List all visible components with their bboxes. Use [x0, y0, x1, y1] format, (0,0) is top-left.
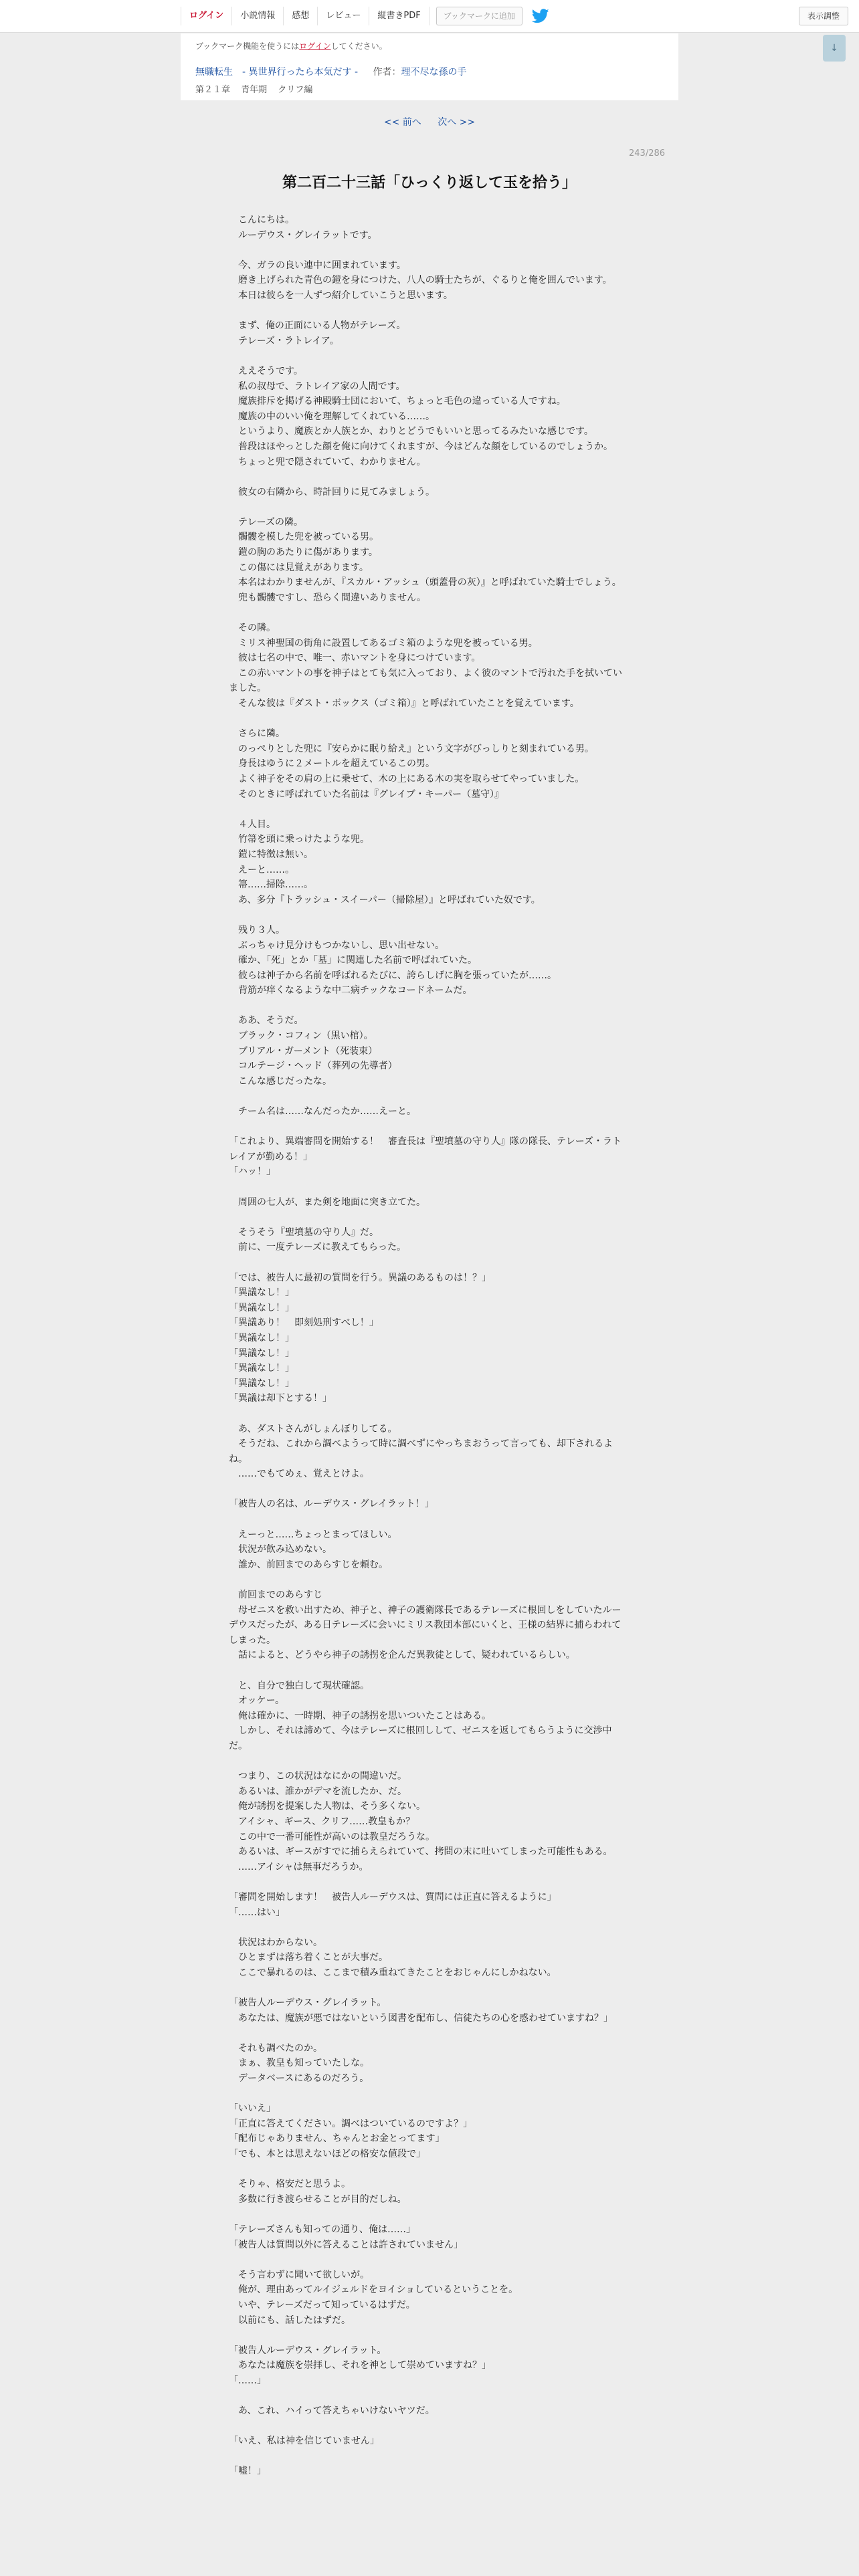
body-paragraph: 磨き上げられた青色の鎧を身につけた、八人の騎士たちが、ぐるりと俺を囲んでいます。 [229, 275, 612, 286]
body-paragraph: 「被告人ルーデウス・グレイラット。 [229, 2345, 387, 2356]
body-paragraph [229, 1663, 630, 1679]
body-paragraph: 「異議は却下とする！」 [229, 1393, 332, 1404]
body-paragraph [229, 1980, 630, 1996]
body-paragraph: 多数に行き渡らせることが目的だしね。 [229, 2193, 407, 2205]
body-paragraph [229, 907, 630, 923]
body-paragraph: 「正直に答えてください。調べはついているのですよ？」 [229, 2118, 472, 2129]
body-paragraph: 周囲の七人が、また剣を地面に突き立てた。 [229, 1196, 425, 1208]
body-paragraph: 背筋が痒くなるような中二病チックなコードネームだ。 [229, 985, 472, 996]
body-paragraph: 「ハッ！」 [229, 1166, 276, 1178]
body-paragraph: よく神子をその肩の上に乗せて、木の上にある木の実を取らせてやっていました。 [229, 773, 585, 784]
body-paragraph: アイシャ、ギース、クリフ……教皇もか？ [229, 1816, 415, 1827]
body-paragraph: 「被告人の名は、ルーデウス・グレイラット！」 [229, 1499, 434, 1510]
review-link[interactable]: レビュー [317, 7, 369, 25]
body-paragraph [229, 998, 630, 1014]
body-paragraph: この中で一番可能性が高いのは教皇だろうな。 [229, 1831, 435, 1842]
body-paragraph: 「これより、異端審問を開始する！ 審査長は『聖墳墓の守り人』隊の隊長、テレーズ・ラトレイアが勤める！」 [229, 1136, 622, 1162]
body-paragraph: 状況はわからない。 [229, 1937, 322, 1948]
body-paragraph: 「いいえ」 [229, 2103, 276, 2115]
body-paragraph [229, 2419, 630, 2434]
body-paragraph: さらに隣。 [229, 728, 285, 740]
body-paragraph: 私の叔母で、ラトレイア家の人間です。 [229, 381, 405, 392]
episode-title: 第二百二十三話「ひっくり返して玉を拾う」 [282, 175, 577, 191]
body-paragraph: 「異議なし！」 [229, 1363, 294, 1374]
body-paragraph: 普段はほやっとした顔を俺に向けてくれますが、今はどんな顔をしているのでしょうか。 [229, 441, 613, 452]
body-paragraph: えーっと……ちょっとまってほしい。 [229, 1529, 397, 1540]
body-paragraph [229, 500, 630, 515]
body-paragraph [229, 2207, 630, 2222]
body-paragraph: 身長はゆうに２メートルを超えているこの男。 [229, 758, 435, 770]
novel-header [181, 33, 678, 100]
body-paragraph: 「いえ、私は神を信じていません」 [229, 2436, 379, 2447]
body-paragraph: ……アイシャは無事だろうか。 [229, 1861, 369, 1872]
body-paragraph: 髑髏を模した兜を被っている男。 [229, 532, 379, 543]
body-paragraph [229, 2449, 630, 2464]
body-paragraph: 「テレーズさんも知っての通り、俺は……」 [229, 2224, 416, 2235]
author-link[interactable]: 理不尽な孫の手 [401, 67, 467, 78]
body-paragraph: 本名はわかりませんが、『スカル・アッシュ（頭蓋骨の灰）』と呼ばれていた騎士でしょう。 [229, 577, 622, 588]
chapter-breadcrumb [195, 82, 664, 95]
body-paragraph [229, 1874, 630, 1890]
body-paragraph: 話によると、どうやら神子の誘拐を企んだ異教徒として、疑われているらしい。 [229, 1650, 575, 1661]
body-paragraph: いや、テレーズだって知っているはずだ。 [229, 2299, 415, 2311]
body-paragraph: 「でも、本とは思えないほどの格安な値段で」 [229, 2149, 425, 2159]
prev-episode-link[interactable]: << 前へ [383, 117, 421, 128]
body-paragraph [229, 1406, 630, 1422]
login-link[interactable]: ログイン [181, 7, 231, 25]
body-paragraph: ちょっと兜で隠されていて、わかりません。 [229, 456, 426, 467]
body-paragraph: そりゃ、格安だと思うよ。 [229, 2179, 351, 2190]
body-paragraph [229, 1572, 630, 1588]
body-paragraph: まぁ、教皇も知っていたしな。 [229, 2058, 369, 2069]
body-paragraph [229, 712, 630, 727]
bookmark-notice [195, 40, 664, 51]
body-paragraph: 「審問を開始します！ 被告人ルーデウスは、質問には正直に答えるように」 [229, 1891, 557, 1903]
body-paragraph: 魔族排斥を掲げる神殿騎士団において、ちょっと毛色の違っている人ですね。 [229, 396, 566, 407]
body-paragraph: 魔族の中のいい俺を理解してくれている……。 [229, 411, 435, 422]
body-paragraph: それも調べたのか。 [229, 2042, 322, 2054]
body-paragraph: 状況が飲み込めない。 [229, 1544, 332, 1555]
body-paragraph: ああ、そうだ。 [229, 1015, 304, 1027]
body-paragraph: 「被告人は質問以外に答えることは許されていません」 [229, 2239, 463, 2250]
body-paragraph: あ、多分『トラッシュ・スイーパー（掃除屋）』と呼ばれていた奴です。 [229, 894, 541, 905]
body-paragraph [229, 802, 630, 817]
body-paragraph: ここで暴れるのは、ここまで積み重ねてきたことをおじゃんにしかねない。 [229, 1967, 557, 1978]
body-paragraph: 今、ガラの良い連中に囲まれています。 [229, 259, 406, 271]
body-paragraph: テレーズ・ラトレイア。 [229, 335, 339, 346]
body-paragraph: 本日は彼らを一人ずつ紹介していこうと思います。 [229, 290, 453, 301]
body-paragraph: のっぺりとした兜に『安らかに眠り給え』という文字がびっしりと刻まれている男。 [229, 743, 594, 754]
body-paragraph: あなたは、魔族が悪ではないという図書を配布し、信徒たちの心を惑わせていますね？」 [229, 2012, 613, 2024]
body-paragraph: ぶっちゃけ見分けもつかないし、思い出せない。 [229, 940, 444, 951]
body-paragraph: そのときに呼ばれていた名前は『グレイブ・キーパー（墓守）』 [229, 788, 504, 800]
body-paragraph: 俺は確かに、一時期、神子の誘拐を思いついたことはある。 [229, 1710, 491, 1721]
body-paragraph: 残り３人。 [229, 924, 285, 936]
scroll-top-icon[interactable]: ↓ [823, 35, 846, 62]
body-paragraph: その隣。 [229, 623, 276, 634]
body-paragraph: しかし、それは諦めて、今はテレーズに根回しして、ゼニスを返してもらうように交渉中だ。 [229, 1725, 612, 1751]
top-navigation-bar [0, 0, 859, 33]
notice-login-link[interactable]: ログイン [299, 41, 331, 51]
body-paragraph: 竹箒を頭に乗っけたような兜。 [229, 834, 369, 845]
body-paragraph: 「被告人ルーデウス・グレイラット。 [229, 1998, 387, 2009]
display-settings-button[interactable]: 表示調整 [799, 7, 848, 25]
body-paragraph: こんにちは。 [229, 215, 294, 225]
body-paragraph [229, 2389, 630, 2404]
body-paragraph: 「嘘！」 [229, 2466, 266, 2477]
body-paragraph: 箒……掃除……。 [229, 879, 313, 891]
body-paragraph [229, 243, 630, 258]
nav-links [181, 7, 549, 25]
body-paragraph: 「では、被告人に最初の質問を行う。異議のあるものは！？」 [229, 1272, 491, 1283]
arc-label: クリフ編 [278, 85, 313, 95]
body-paragraph [229, 348, 630, 364]
body-paragraph: 誰か、前回までのあらすじを頼む。 [229, 1559, 388, 1570]
body-paragraph: あ、ダストさんがしょんぼりしてる。 [229, 1423, 397, 1434]
body-paragraph: ブリアル・ガーメント（死装束） [229, 1045, 378, 1057]
body-paragraph: そう言わずに聞いて欲しいが。 [229, 2269, 369, 2280]
body-paragraph: チーム名は……なんだったか……えーと。 [229, 1106, 416, 1117]
body-paragraph: 彼らは神子から名前を呼ばれるたびに、誇らしげに胸を張っていたが……。 [229, 970, 557, 981]
body-paragraph: 「異議なし！」 [229, 1332, 294, 1344]
body-paragraph: ブラック・コフィン（黒い棺）。 [229, 1031, 373, 1042]
body-paragraph: ええそうです。 [229, 365, 303, 377]
vertical-pdf-link[interactable]: 縦書きPDF [369, 7, 429, 25]
body-paragraph [229, 2026, 630, 2041]
body-paragraph: 「異議なし！」 [229, 1302, 294, 1313]
author-label: 作者： [373, 67, 401, 78]
body-paragraph [229, 1089, 630, 1104]
body-paragraph: 「……はい」 [229, 1907, 285, 1918]
body-paragraph: 母ゼニスを救い出すため、神子と、神子の護衛隊長であるテレーズに根回しをしていたルーデウスだったが、ある日テレーズに会いにミリス教団本部にいくと、王様の結界に捕らわれてしまった。 [229, 1604, 622, 1646]
body-paragraph: ４人目。 [229, 819, 276, 830]
section-label: 青年期 [241, 85, 268, 95]
body-paragraph: と、自分で独白して現状確認。 [229, 1680, 369, 1691]
body-paragraph: 「異議なし！」 [229, 1287, 294, 1299]
notice-suffix: してください。 [330, 41, 387, 51]
body-paragraph: あるいは、ギースがすでに捕らえられていて、拷問の末に吐いてしまった可能性もある。 [229, 1846, 613, 1858]
body-paragraph: オッケー。 [229, 1695, 285, 1707]
body-paragraph: 「異議なし！」 [229, 1348, 294, 1359]
body-paragraph [229, 1180, 630, 1195]
body-paragraph: ひとまずは落ち着くことが大事だ。 [229, 1952, 388, 1963]
body-paragraph: つまり、この状況はなにかの間違いだ。 [229, 1771, 407, 1782]
chapter-label: 第２１章 [195, 85, 231, 95]
body-paragraph [229, 1255, 630, 1271]
body-paragraph [229, 1119, 630, 1135]
body-paragraph [229, 1482, 630, 1497]
body-paragraph: あなたは魔族を崇拝し、それを神として崇めていますね？」 [229, 2360, 491, 2371]
body-paragraph: 鎧の胸のあたりに傷があります。 [229, 547, 378, 558]
body-paragraph: 前回までのあらすじ [229, 1590, 322, 1601]
body-paragraph [229, 2252, 630, 2268]
body-paragraph: あるいは、誰かがデマを流したか、だ。 [229, 1786, 407, 1797]
body-paragraph: 彼女の右隣から、時計回りに見てみましょう。 [229, 486, 435, 498]
body-paragraph: この傷には見覚えがあります。 [229, 562, 369, 573]
next-episode-link[interactable]: 次へ >> [438, 117, 476, 128]
body-paragraph: この赤いマントの事を神子はとても気に入っており、よく彼のマントで汚れた手を拭いていました。 [229, 667, 622, 694]
body-paragraph: 俺が、理由あってルイジェルドをヨイショしているということを。 [229, 2284, 518, 2296]
body-paragraph: ……でもてめぇ、覚えとけよ。 [229, 1469, 369, 1480]
body-paragraph: そうだね、これから調べようって時に調べずにやっちまおうって言っても、却下されるよね。 [229, 1438, 613, 1465]
pager [0, 115, 859, 128]
body-paragraph: あ、これ、ハイって答えちゃいけないヤツだ。 [229, 2405, 435, 2417]
body-paragraph [229, 1754, 630, 1769]
body-paragraph: そうそう『聖墳墓の守り人』だ。 [229, 1226, 379, 1238]
body-paragraph: 彼は七名の中で、唯一、赤いマントを身につけています。 [229, 653, 481, 664]
novel-info-line [195, 65, 664, 78]
body-paragraph: こんな感じだったな。 [229, 1075, 332, 1087]
body-paragraph: 兜も髑髏ですし、恐らく間違いありません。 [229, 592, 426, 603]
body-paragraph: 確か、「死」とか「墓」に関連した名前で呼ばれていた。 [229, 955, 477, 966]
page-number: 243/286 [629, 148, 666, 158]
body-paragraph: まず、俺の正面にいる人物がテレーズ。 [229, 320, 406, 332]
body-paragraph: 前に、一度テレーズに教えてもらった。 [229, 1242, 407, 1253]
body-paragraph: テレーズの隣。 [229, 516, 304, 528]
body-paragraph [229, 1512, 630, 1527]
body-paragraph: ミリス神聖国の街角に設置してあるゴミ箱のような兜を被っている男。 [229, 637, 538, 649]
body-paragraph [229, 2328, 630, 2343]
body-paragraph [229, 605, 630, 621]
twitter-bird-icon[interactable] [532, 9, 549, 23]
notice-prefix: ブックマーク機能を使うには [195, 41, 300, 51]
body-paragraph: 俺が誘拐を提案した人物は、そう多くない。 [229, 1801, 425, 1812]
add-bookmark-button[interactable]: ブックマークに追加 [436, 7, 522, 25]
body-paragraph: ルーデウス・グレイラットです。 [229, 229, 377, 241]
body-paragraph: 「異議なし！」 [229, 1378, 294, 1389]
body-paragraph [229, 2086, 630, 2102]
episode-body [229, 213, 630, 2479]
body-paragraph: 以前にも、話したはずだ。 [229, 2315, 351, 2326]
novel-info-link[interactable]: 小説情報 [231, 7, 283, 25]
impressions-link[interactable]: 感想 [283, 7, 317, 25]
body-paragraph [229, 469, 630, 485]
body-paragraph: 「配布じゃありません、ちゃんとお金とってます」 [229, 2133, 445, 2145]
body-paragraph [229, 1920, 630, 1935]
body-paragraph: 鎧に特徴は無い。 [229, 849, 313, 860]
novel-title-link[interactable]: 無職転生 - 異世界行ったら本気だす - [195, 67, 359, 78]
body-paragraph [229, 304, 630, 319]
body-paragraph: 「異議あり！ 即刻処刑すべし！」 [229, 1317, 379, 1329]
body-paragraph: そんな彼は『ダスト・ボックス（ゴミ箱）』と呼ばれていたことを覚えています。 [229, 698, 579, 709]
body-paragraph: データベースにあるのだろう。 [229, 2073, 369, 2084]
body-paragraph: というより、魔族とか人族とか、わりとどうでもいいと思ってるみたいな感じです。 [229, 426, 593, 437]
body-paragraph [229, 1210, 630, 1225]
body-paragraph: 「……」 [229, 2375, 266, 2386]
body-paragraph [229, 2162, 630, 2177]
body-paragraph: えーと……。 [229, 864, 294, 875]
body-paragraph: コルテージ・ヘッド（葬列の先導者） [229, 1061, 397, 1072]
